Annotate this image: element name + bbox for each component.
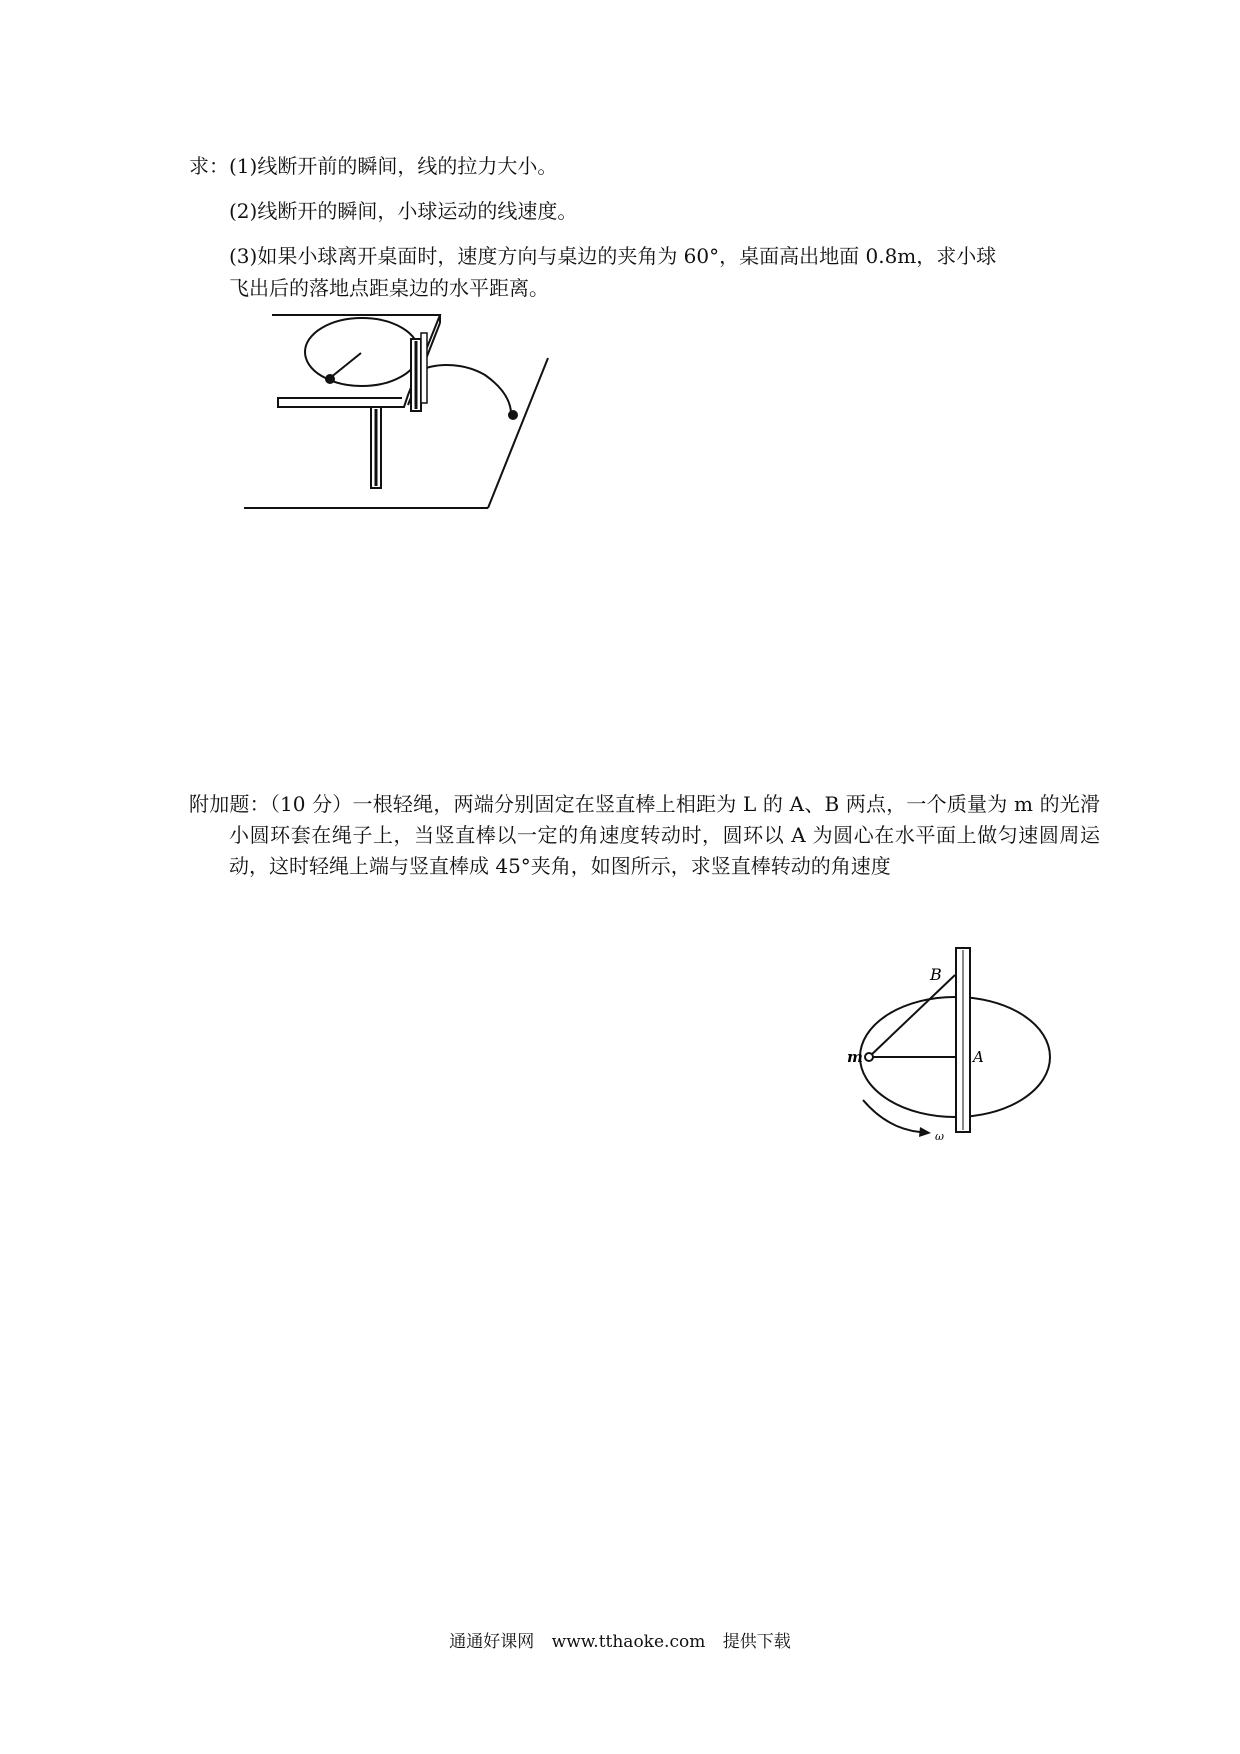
question-part-3-line-1: (3)如果小球离开桌面时，速度方向与桌边的夹角为 60°，桌面高出地面 0.8m，求小球: [229, 244, 997, 268]
page-footer: [0, 1630, 1240, 1654]
footer-note: 提供下载: [722, 1632, 791, 1652]
footer-site-name: 通通好课网: [449, 1632, 535, 1652]
ring: [865, 1053, 873, 1061]
table-leg-back-2: [421, 333, 427, 403]
question-part-3-line-2: 飞出后的落地点距桌边的水平距离。: [229, 276, 549, 300]
label-b: B: [930, 965, 942, 984]
question-part-2: (2)线断开的瞬间，小球运动的线速度。: [229, 199, 578, 223]
label-m: m: [847, 1048, 863, 1066]
footer-url[interactable]: www.tthaoke.com: [551, 1632, 706, 1652]
string: [330, 353, 361, 378]
table-figure: [230, 305, 560, 513]
label-a: A: [973, 1048, 984, 1066]
question-intro: 求：: [189, 154, 229, 178]
trajectory: [416, 365, 511, 412]
rod-figure: [845, 940, 1070, 1145]
question-part-1: (1)线断开前的瞬间，线的拉力大小。: [229, 154, 558, 178]
rope-upper: [869, 975, 955, 1057]
label-omega: ω: [935, 1130, 944, 1143]
floor-right-edge: [488, 358, 548, 508]
circular-path: [305, 318, 419, 386]
bonus-question: 附加题：（10 分）一根轻绳，两端分别固定在竖直棒上相距为 L 的 A、B 两点，一个质量为 m 的光滑小圆环套在绳子上，当竖直棒以一定的角速度转动时，圆环以 A 为圆心在水平面上做匀速圆周运动，这时轻绳上端与竖直棒成 45°夹角，如图所示，求竖直棒转动的角速度: [189, 792, 1100, 878]
ball-in-flight: [508, 410, 518, 420]
rotation-arrow: [863, 1100, 920, 1132]
arrow-head: [919, 1127, 931, 1137]
ball-on-table: [325, 374, 335, 384]
